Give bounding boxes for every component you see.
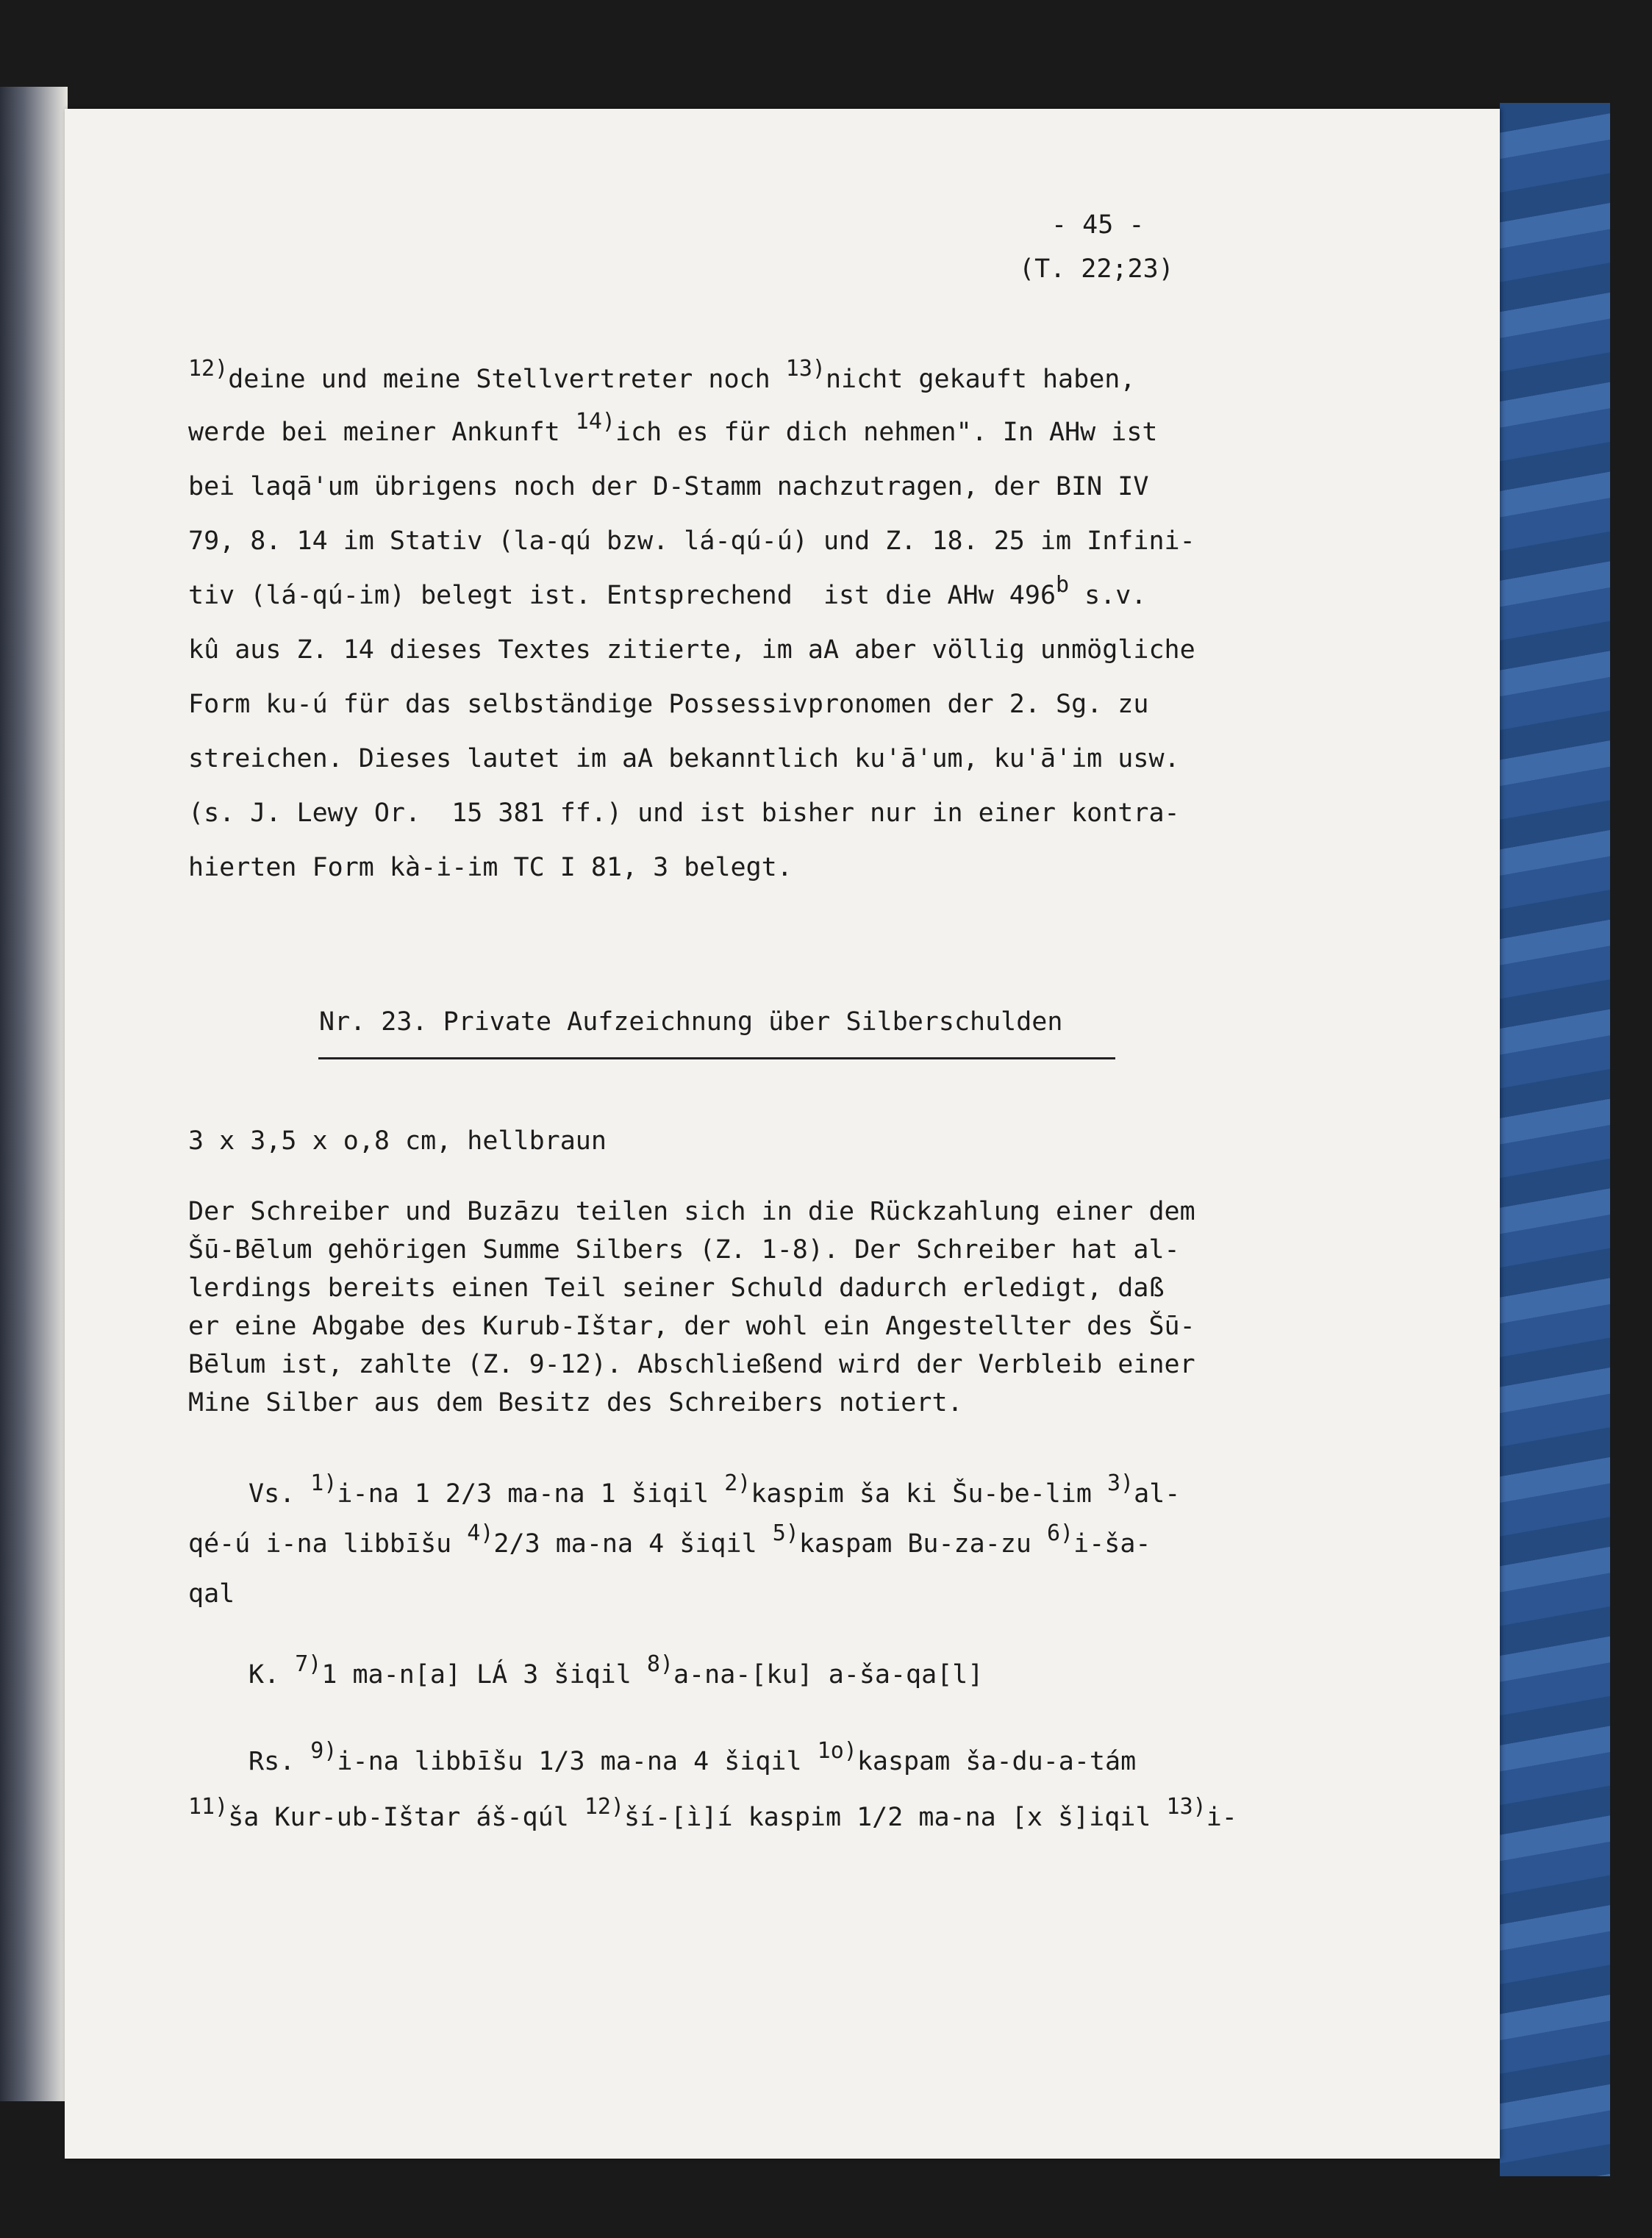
footnote-marker: 12) <box>188 356 229 382</box>
text-line: Bēlum ist, zahlte (Z. 9-12). Abschließend wird der Verbleib einer <box>188 1350 1195 1379</box>
text-line: Mine Silber aus dem Besitz des Schreibers notiert. <box>188 1388 963 1417</box>
text-line: lerdings bereits einen Teil seiner Schuld dadurch erledigt, daß <box>188 1273 1165 1303</box>
text-line: werde bei meiner Ankunft 14)ich es für dich nehmen". In AHw ist <box>188 409 1158 447</box>
text-line: 79, 8. 14 im Stativ (la-qú bzw. lá-qú-ú) und Z. 18. 25 im Infini- <box>188 526 1195 556</box>
text-line: bei laqā'um übrigens noch der D-Stamm nachzutragen, der BIN IV <box>188 472 1149 501</box>
transliteration-line: Vs. 1)i-na 1 2/3 ma-na 1 šiqil 2)kaspim ša ki Šu-be-lim 3)al- <box>248 1470 1181 1509</box>
text-reference: (T. 22;23) <box>1019 254 1174 284</box>
transliteration-line: K. 7)1 ma-n[a] LÁ 3 šiqil 8)a-na-[ku] a-ša-qa[l] <box>248 1651 984 1690</box>
text-line: hierten Form kà-i-im TC I 81, 3 belegt. <box>188 853 793 882</box>
transliteration-line: qal <box>188 1579 235 1609</box>
text-line: tiv (lá-qú-im) belegt ist. Entsprechend ist die AHw 496b s.v. <box>188 572 1147 610</box>
text-line: er eine Abgabe des Kurub-Ištar, der wohl ein Angestellter des Šū- <box>188 1312 1195 1341</box>
transliteration-line: Rs. 9)i-na libbīšu 1/3 ma-na 4 šiqil 1o)kaspam ša-du-a-tám <box>248 1738 1137 1776</box>
footnote-marker: 14) <box>575 409 615 435</box>
transliteration-line: 11)ša Kur-ub-Ištar áš-qúl 12)ší-[ì]í kaspim 1/2 ma-na [x š]iqil 13)i- <box>188 1794 1237 1832</box>
text-line: Der Schreiber und Buzāzu teilen sich in die Rückzahlung einer dem <box>188 1197 1195 1226</box>
superscript: b <box>1056 572 1070 598</box>
text-line: Form ku-ú für das selbständige Possessivpronomen der 2. Sg. zu <box>188 690 1149 719</box>
footnote-marker: 13) <box>785 356 826 382</box>
document-page <box>65 109 1500 2159</box>
section-heading: Nr. 23. Private Aufzeichnung über Silberschulden <box>319 1007 1063 1037</box>
book-binding-left <box>0 87 68 2101</box>
tablet-dimensions: 3 x 3,5 x o,8 cm, hellbraun <box>188 1126 607 1156</box>
book-cover-right <box>1500 103 1610 2176</box>
text-line: (s. J. Lewy Or. 15 381 ff.) und ist bisher nur in einer kontra- <box>188 798 1180 828</box>
text-line: kû aus Z. 14 dieses Textes zitierte, im aA aber völlig unmögliche <box>188 635 1195 665</box>
text-line: streichen. Dieses lautet im aA bekanntlich ku'ā'um, ku'ā'im usw. <box>188 744 1180 773</box>
page-number: - 45 - <box>1051 210 1145 240</box>
text-line: 12)deine und meine Stellvertreter noch 13)nicht gekauft haben, <box>188 356 1136 394</box>
text-line: Šū-Bēlum gehörigen Summe Silbers (Z. 1-8). Der Schreiber hat al- <box>188 1235 1180 1265</box>
heading-underline <box>318 1057 1115 1059</box>
transliteration-line: qé-ú i-na libbīšu 4)2/3 ma-na 4 šiqil 5)kaspam Bu-za-zu 6)i-ša- <box>188 1520 1151 1559</box>
